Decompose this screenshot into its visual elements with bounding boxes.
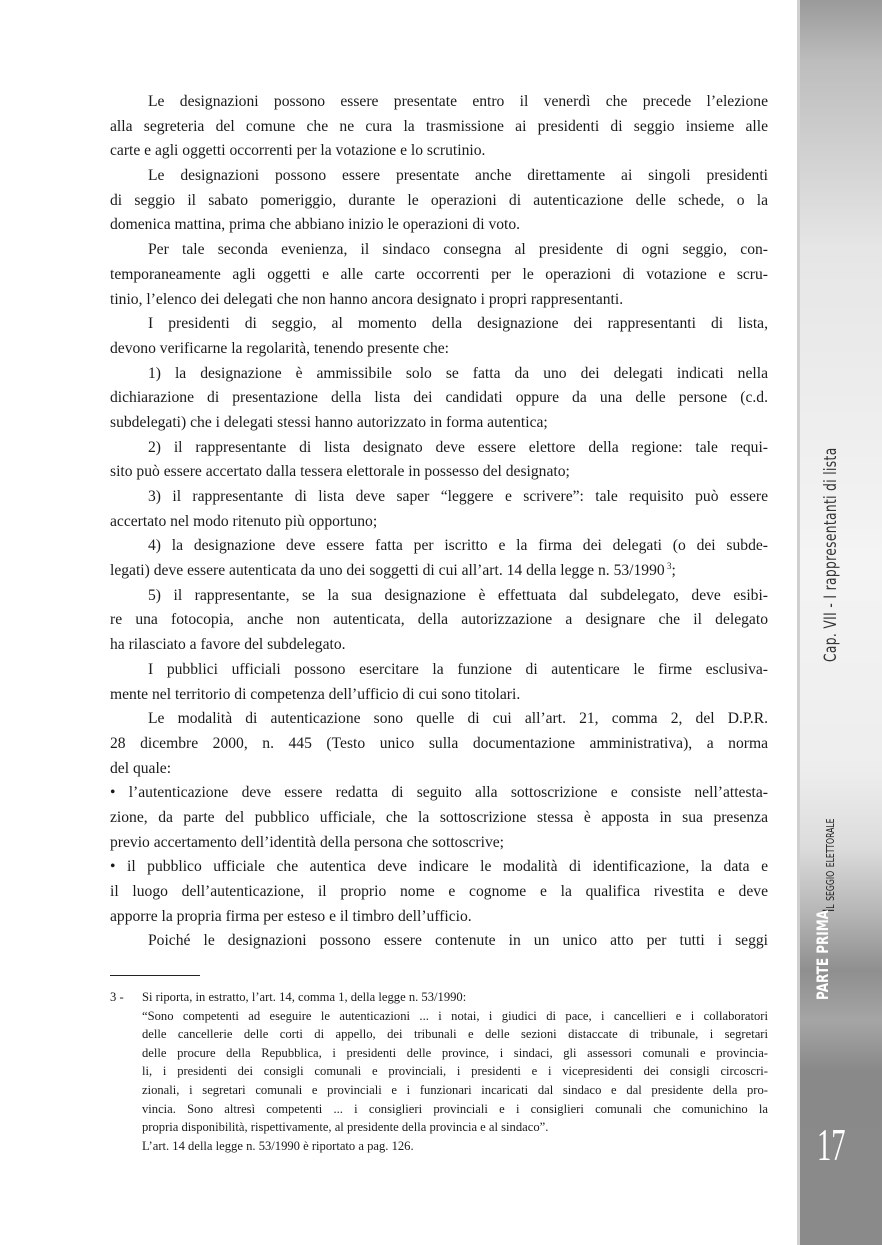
footnote-line: delle cancellerie delle corti di appello, dei tribunali e delle sezioni distaccate di tribunale, i segretari [142,1027,768,1042]
paragraph-line: 2) il rappresentante di lista designato deve essere elettore della regione: tale requi- [148,438,768,456]
footnote-line: L’art. 14 della legge n. 53/1990 è riportato a pag. 126. [142,1138,414,1153]
paragraph-line: temporaneamente agli oggetti e alle carte occorrenti per le operazioni di votazione e scru- [110,265,768,283]
paragraph-line: di seggio il sabato pomeriggio, durante le operazioni di autenticazione delle schede, o la [110,191,768,209]
paragraph-line: Le designazioni possono essere presentate anche direttamente ai singoli presidenti [148,167,768,185]
page-number: 17 [817,1119,846,1170]
paragraph-line: 1) la designazione è ammissibile solo se fatta da uno dei delegati indicati nella [148,364,768,382]
paragraph-line: il luogo dell’autenticazione, il proprio nome e cognome e la qualifica rivestita e deve [110,883,768,900]
footnote-line: zionali, i segretari comunali e provinciali e i funzionari incaricati dal sindaco e dal presidente della pro- [142,1082,768,1097]
paragraph-line: • l’autenticazione deve essere redatta di seguito alla sottoscrizione e consiste nell’attesta- [110,784,768,802]
paragraph-line: zione, da parte del pubblico ufficiale, che la sottoscrizione stessa è apposta in sua presenza [110,808,768,826]
paragraph-line: del quale: [110,759,172,777]
footnote-line: li, i presidenti dei consigli comunali e provinciali, i presidenti e i vicepresidenti dei consigli circoscri- [142,1064,768,1079]
section-title: Il seggio elettorale [819,818,838,912]
footnote-line: vincia. Sono altresì competenti ... i consiglieri provinciali e i consiglieri comunali che comunichino la [142,1101,768,1116]
paragraph-line: 28 dicembre 2000, n. 445 (Testo unico sulla documentazione amministrativa), a norma [110,734,768,752]
paragraph-line: re una fotocopia, anche non autenticata, della autorizzazione a designare che il delegato [110,611,768,629]
footnote-number: 3 - [110,990,124,1004]
paragraph-line: Le modalità di autenticazione sono quelle di cui all’art. 21, comma 2, del D.P.R. [148,710,768,728]
paragraph-line: Per tale seconda evenienza, il sindaco consegna al presidente di ogni seggio, con- [148,241,768,259]
paragraph-line: subdelegati) che i delegati stessi hanno autorizzato in forma autentica; [110,413,548,431]
paragraph-line: sito può essere accertato dalla tessera elettorale in possesso del designato; [110,463,570,481]
paragraph-line: tinio, l’elenco dei delegati che non hanno ancora designato i propri rappresentanti. [110,290,624,308]
paragraph-line: apporre la propria firma per esteso e il timbro dell’ufficio. [110,907,472,925]
paragraph-line: Le designazioni possono essere presentate entro il venerdì che precede l’elezione [148,93,768,110]
chapter-sidebar [797,0,882,1245]
body-text [110,90,768,954]
footnote-line: “Sono competenti ad eseguire le autenticazioni ... i notai, i giudici di pace, i cancellieri e i collaboratori [142,1008,768,1023]
footnote-text [142,988,768,1155]
paragraph-line: 5) il rappresentante, se la sua designazione è effettuata dal subdelegato, deve esibi- [148,586,768,604]
paragraph-line: ha rilasciato a favore del subdelegato. [110,636,346,654]
footnote-reference[interactable]: 3 [664,560,672,571]
paragraph-line: previo accertamento dell’identità della persona che sottoscrive; [110,833,505,851]
paragraph-line: I presidenti di seggio, al momento della designazione dei rappresentanti di lista, [148,315,768,333]
paragraph-line: mente nel territorio di competenza dell’ufficio di cui sono titolari. [110,685,521,703]
paragraph-line: Poiché le designazioni possono essere contenute in un unico atto per tutti i seggi [148,932,768,950]
paragraph-line: carte e agli oggetti occorrenti per la votazione e lo scrutinio. [110,142,486,160]
paragraph-line: devono verificarne la regolarità, tenendo presente che: [110,339,449,357]
paragraph-line: 3) il rappresentante di lista deve saper “leggere e scrivere”: tale requisito può essere [148,488,768,505]
chapter-title: Cap. VII - I rappresentanti di lista [821,447,841,662]
footnote-line: propria disponibilità, rispettivamente, al presidente della provincia e al sindaco”. [142,1120,549,1135]
paragraph-line: domenica mattina, prima che abbiano inizio le operazioni di voto. [110,216,521,234]
paragraph-line: accertato nel modo ritenuto più opportuno; [110,512,378,530]
paragraph-line: • il pubblico ufficiale che autentica deve indicare le modalità di identificazione, la data e [110,858,768,876]
footnote-separator [110,975,200,976]
part-title: PARTE PRIMA [813,910,832,1000]
paragraph-line: legati) deve essere autenticata da uno dei soggetti di cui all’art. 14 della legge n. 53/1990 $^3$; [110,560,676,580]
paragraph-line: dichiarazione di presentazione della lista dei candidati oppure da una delle persone (c.d. [110,389,768,407]
paragraph-line: alla segreteria del comune che ne cura la trasmissione ai presidenti di seggio insieme alle [110,117,768,135]
paragraph-line: 4) la designazione deve essere fatta per iscritto e la firma dei delegati (o dei subde- [148,537,768,555]
footnote-line: delle procure della Repubblica, i presidenti delle province, i sindaci, gli assessori comunali e provincia- [142,1045,768,1060]
footnote-line: Si riporta, in estratto, l’art. 14, comma 1, della legge n. 53/1990: [142,990,467,1004]
paragraph-line: I pubblici ufficiali possono esercitare la funzione di autenticare le firme esclusiva- [148,660,768,678]
